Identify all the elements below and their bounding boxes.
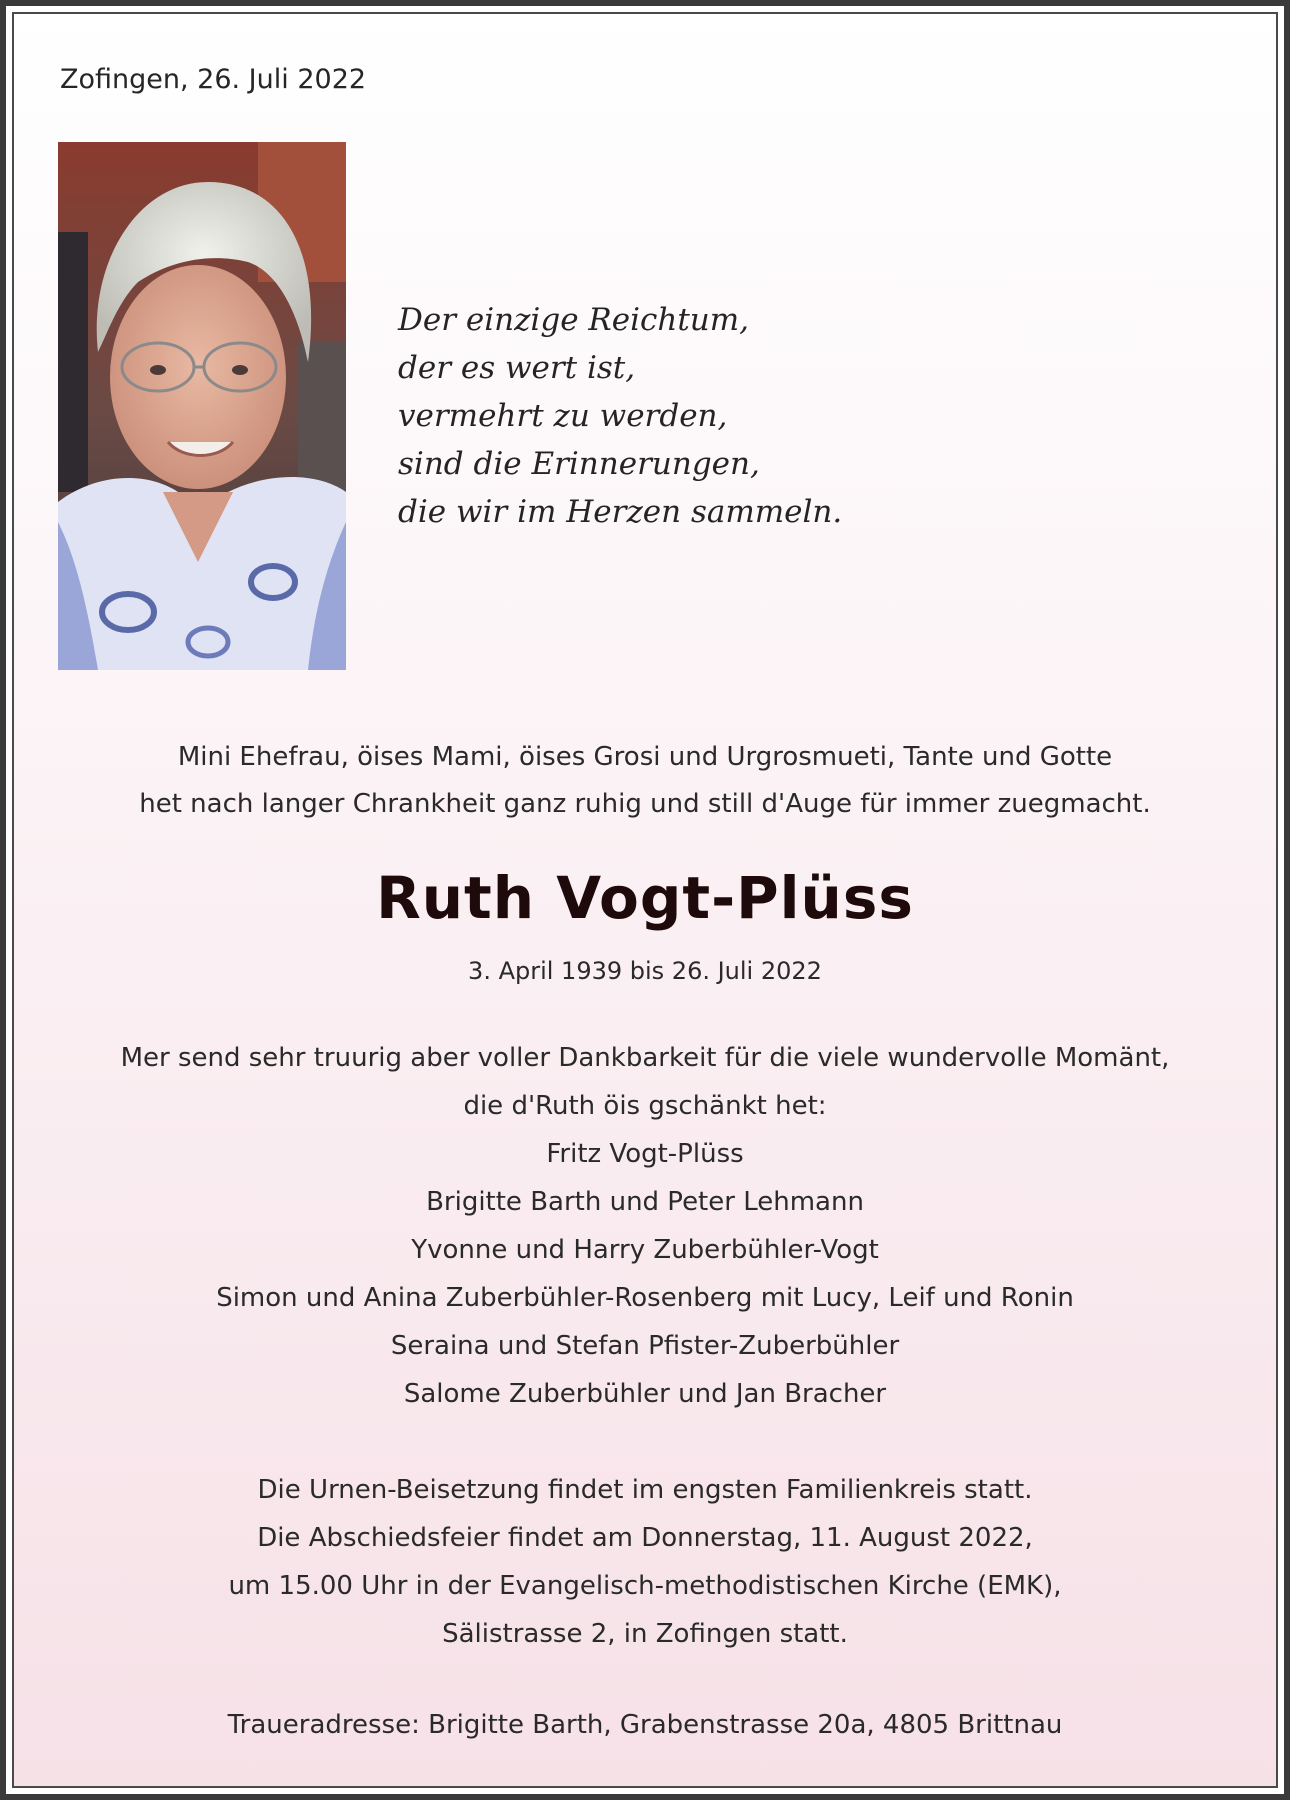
ceremony-line: Die Abschiedsfeier findet am Donnerstag, 11. August 2022, — [257, 1523, 1033, 1553]
lifespan-dates: 3. April 1939 bis 26. Juli 2022 — [468, 957, 822, 985]
mourner-name: Yvonne und Harry Zuberbühler-Vogt — [411, 1235, 879, 1265]
ceremony-info — [14, 1466, 1276, 1658]
mourners-list — [14, 1034, 1276, 1418]
place-date: Zofingen, 26. Juli 2022 — [60, 64, 367, 95]
poem-line: sind die Erinnerungen, — [398, 446, 760, 482]
portrait-photo-icon — [58, 142, 346, 670]
intro-text — [14, 734, 1276, 828]
poem-line: vermehrt zu werden, — [398, 398, 728, 434]
ceremony-line: Sälistrasse 2, in Zofingen statt. — [442, 1619, 848, 1649]
portrait-photo — [58, 142, 346, 670]
poem — [398, 296, 842, 536]
intro-line: Mini Ehefrau, öises Mami, öises Grosi und Urgrosmueti, Tante und Gotte — [177, 742, 1113, 772]
poem-line: Der einzige Reichtum, — [398, 302, 749, 338]
notice-panel — [12, 12, 1278, 1788]
mourners-line: die d'Ruth öis gschänkt het: — [463, 1091, 827, 1121]
deceased-name: Ruth Vogt-Plüss — [376, 864, 914, 932]
intro-line: het nach langer Chrankheit ganz ruhig und still d'Auge für immer zuegmacht. — [139, 789, 1151, 819]
poem-line: die wir im Herzen sammeln. — [398, 494, 843, 530]
mourner-name: Brigitte Barth und Peter Lehmann — [426, 1187, 864, 1217]
ceremony-line: um 15.00 Uhr in der Evangelisch-methodistischen Kirche (EMK), — [228, 1571, 1062, 1601]
mourner-name: Seraina und Stefan Pfister-Zuberbühler — [390, 1331, 900, 1361]
mourner-name: Salome Zuberbühler und Jan Bracher — [403, 1379, 887, 1409]
poem-line: der es wert ist, — [398, 350, 636, 386]
ceremony-line: Die Urnen-Beisetzung findet im engsten Familienkreis statt. — [257, 1475, 1033, 1505]
mourner-name: Fritz Vogt-Plüss — [546, 1139, 744, 1169]
mourners-line: Mer send sehr truurig aber voller Dankbarkeit für die viele wundervolle Momänt, — [120, 1043, 1170, 1073]
mourning-address: Traueradresse: Brigitte Barth, Grabenstrasse 20a, 4805 Brittnau — [227, 1710, 1063, 1740]
mourner-name: Simon und Anina Zuberbühler-Rosenberg mit Lucy, Leif und Ronin — [216, 1283, 1074, 1313]
